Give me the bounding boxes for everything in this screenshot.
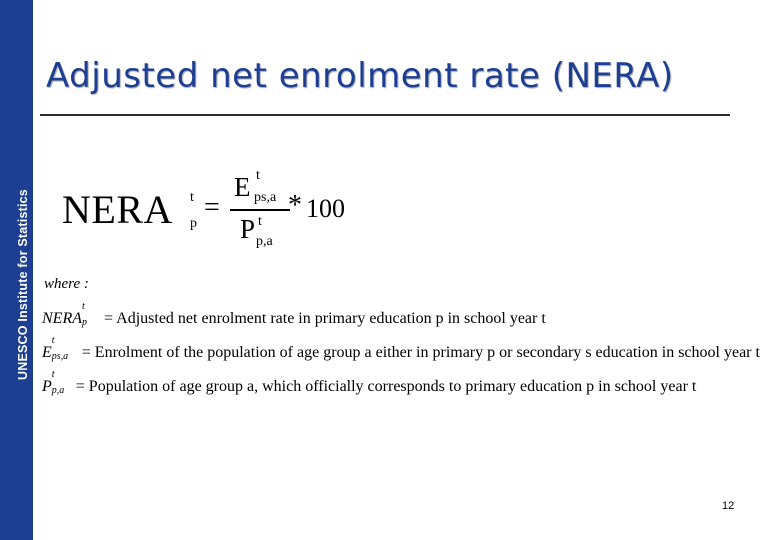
- definition-sup: t: [51, 335, 55, 346]
- definition-text: = Adjusted net enrolment rate in primary education p in school year t: [104, 310, 546, 327]
- definition-population: [42, 369, 697, 396]
- formula-lhs-sup: t: [190, 190, 194, 205]
- page-number: 12: [722, 500, 735, 512]
- formula-equals: =: [204, 192, 220, 223]
- sidebar-label: UNESCO Institute for Statistics: [16, 189, 30, 380]
- formula-numerator-sub: ps,a: [254, 190, 277, 205]
- formula-numerator-sup: t: [256, 168, 260, 183]
- definition-sub: ps,a: [51, 351, 69, 362]
- title-divider: [40, 114, 730, 116]
- formula-multiplier: 100: [306, 194, 345, 223]
- formula-times: *: [288, 190, 302, 221]
- formula-denominator-sup: t: [258, 214, 262, 229]
- formula-denominator: P: [240, 214, 256, 244]
- formula-numerator: E: [234, 172, 251, 202]
- formula-lhs-sub: p: [190, 216, 197, 231]
- sidebar: [0, 0, 33, 540]
- definition-text: = Population of age group a, which officially corresponds to primary education p in school year t: [75, 378, 697, 395]
- definition-nera: [42, 301, 546, 328]
- definition-sup: t: [82, 301, 85, 312]
- definition-symbol: E: [42, 344, 52, 361]
- formula-denominator-sub: p,a: [256, 234, 273, 249]
- where-label: where :: [44, 276, 89, 292]
- definition-sup: t: [51, 369, 55, 380]
- definition-symbol: P: [42, 378, 52, 395]
- formula-lhs: NERA: [62, 187, 173, 232]
- fraction-bar: [230, 209, 290, 211]
- definition-sub: p: [82, 317, 87, 328]
- definition-symbol: NERA: [42, 310, 82, 327]
- slide-title: Adjusted net enrolment rate (NERA): [46, 56, 674, 96]
- definition-text: = Enrolment of the population of age group a either in primary p or secondary s education in school year t: [81, 344, 760, 361]
- definition-sub: p,a: [51, 385, 65, 396]
- definition-enrolment: [42, 335, 760, 362]
